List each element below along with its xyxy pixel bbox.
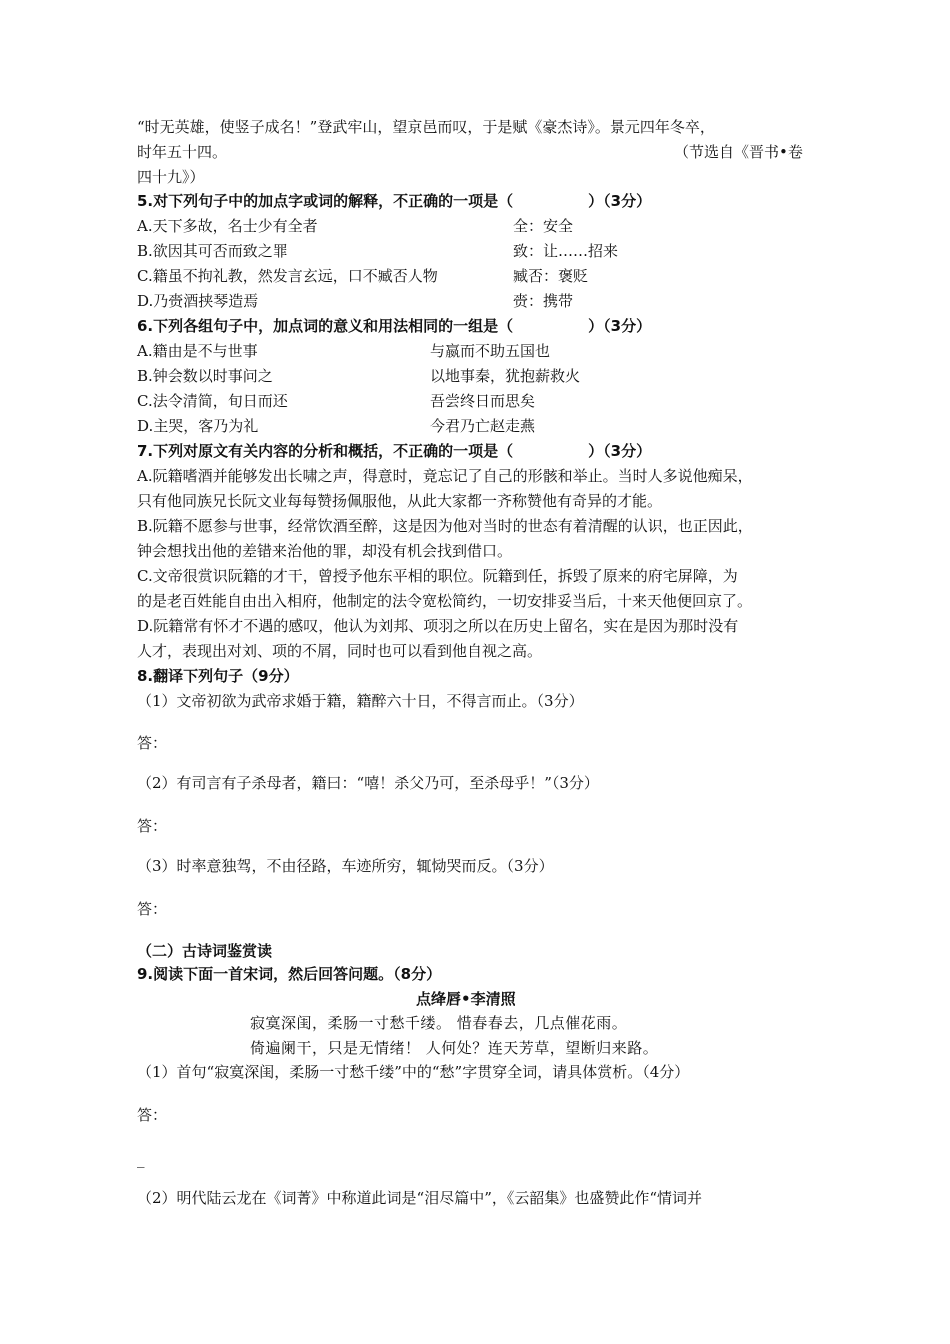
- q7-line: B.阮籍不愿参与世事，经常饮酒至醉，这是因为他对当时的世态有着清醒的认识，也正因此，: [137, 517, 753, 535]
- q6-option-c-pair: 吾尝终日而思矣: [430, 392, 536, 410]
- question-5-title: 5.对下列句子中的加点字或词的解释，不正确的一项是（ ）（3分）: [137, 192, 652, 210]
- q9-sub-2: （2）明代陆云龙在《词菁》中称道此词是“泪尽篇中”，《云韶集》也盛赞此作“情词并: [137, 1189, 703, 1207]
- poem-line: 寂寞深闺，柔肠一寸愁千缕。 惜春春去，几点催花雨。: [250, 1014, 628, 1032]
- q5-option-a-gloss: 全：安全: [513, 217, 574, 235]
- q7-line: A.阮籍嗜酒并能够发出长啸之声，得意时，竟忘记了自己的形骸和举止。当时人多说他痴呆，: [137, 467, 753, 485]
- q7-line: 人才，表现出对刘、项的不屑，同时也可以看到他自视之高。: [137, 642, 543, 660]
- q7-line: C.文帝很赏识阮籍的才干，曾授予他东平相的职位。阮籍到任，拆毁了原来的府宅屏障，为: [137, 567, 738, 585]
- q8-item-3: （3）时率意独驾，不由径路，车迹所穷，辄恸哭而反。（3分）: [137, 857, 554, 875]
- question-8-title: 8.翻译下列句子（9分）: [137, 667, 299, 685]
- q5-option-d: D.乃赍酒挟琴造焉: [137, 292, 259, 310]
- source-citation: （节选自《晋书•卷: [674, 143, 803, 161]
- q8-item-2: （2）有司言有子杀母者，籍曰：“嘻！杀父乃可，至杀母乎！”（3分）: [137, 774, 599, 792]
- answer-blank: _: [137, 1150, 145, 1168]
- answer-label: 答：: [137, 900, 168, 918]
- poem-line: 倚遍阑干，只是无情绪！ 人何处？连天芳草，望断归来路。: [250, 1039, 659, 1057]
- section-heading: （二）古诗词鉴赏读: [137, 942, 273, 960]
- q5-option-c-gloss: 臧否：褒贬: [513, 267, 589, 285]
- q7-line: D.阮籍常有怀才不遇的感叹，他认为刘邦、项羽之所以在历史上留名，实在是因为那时没有: [137, 617, 739, 635]
- question-7-title: 7.下列对原文有关内容的分析和概括，不正确的一项是（ ）（3分）: [137, 442, 652, 460]
- q5-option-b-gloss: 致：让……招来: [513, 242, 619, 260]
- q6-option-c: C.法令清简，旬日而还: [137, 392, 288, 410]
- q7-line: 只有他同族兄长阮文业每每赞扬佩服他，从此大家都一齐称赞他有奇异的才能。: [137, 492, 663, 510]
- answer-label: 答：: [137, 734, 168, 752]
- q6-option-a-pair: 与嬴而不助五国也: [430, 342, 551, 360]
- q6-option-d-pair: 今君乃亡赵走燕: [430, 417, 536, 435]
- answer-label: 答：: [137, 1106, 168, 1124]
- q8-item-1: （1）文帝初欲为武帝求婚于籍，籍醉六十日，不得言而止。（3分）: [137, 692, 584, 710]
- q6-option-b-pair: 以地事秦，犹抱薪救火: [430, 367, 581, 385]
- q5-option-d-gloss: 赍：携带: [513, 292, 574, 310]
- q5-option-c: C.籍虽不拘礼教，然发言玄远，口不臧否人物: [137, 267, 438, 285]
- passage-line: “时无英雄，使竖子成名！”登武牢山，望京邑而叹，于是赋《豪杰诗》。景元四年冬卒，: [137, 118, 715, 136]
- q9-sub-1: （1）首句“寂寞深闺，柔肠一寸愁千缕”中的“愁”字贯穿全词，请具体赏析。（4分）: [137, 1063, 690, 1081]
- poem-title: 点绛唇•李清照: [416, 990, 516, 1008]
- q5-option-a: A.天下多故，名士少有全者: [137, 217, 318, 235]
- answer-label: 答：: [137, 817, 168, 835]
- q6-option-a: A.籍由是不与世事: [137, 342, 258, 360]
- q6-option-b: B.钟会数以时事问之: [137, 367, 273, 385]
- passage-line: 时年五十四。: [137, 143, 228, 161]
- question-9-title: 9.阅读下面一首宋词，然后回答问题。（8分）: [137, 965, 442, 983]
- source-citation: 四十九》）: [137, 168, 205, 186]
- q7-line: 的是老百姓能自由出入相府，他制定的法令宽松简约，一切安排妥当后，十来天他便回京了。: [137, 592, 753, 610]
- q5-option-b: B.欲因其可否而致之罪: [137, 242, 288, 260]
- question-6-title: 6.下列各组句子中，加点词的意义和用法相同的一组是（ ）（3分）: [137, 317, 652, 335]
- q7-line: 钟会想找出他的差错来治他的罪，却没有机会找到借口。: [137, 542, 513, 560]
- q6-option-d: D.主哭，客乃为礼: [137, 417, 259, 435]
